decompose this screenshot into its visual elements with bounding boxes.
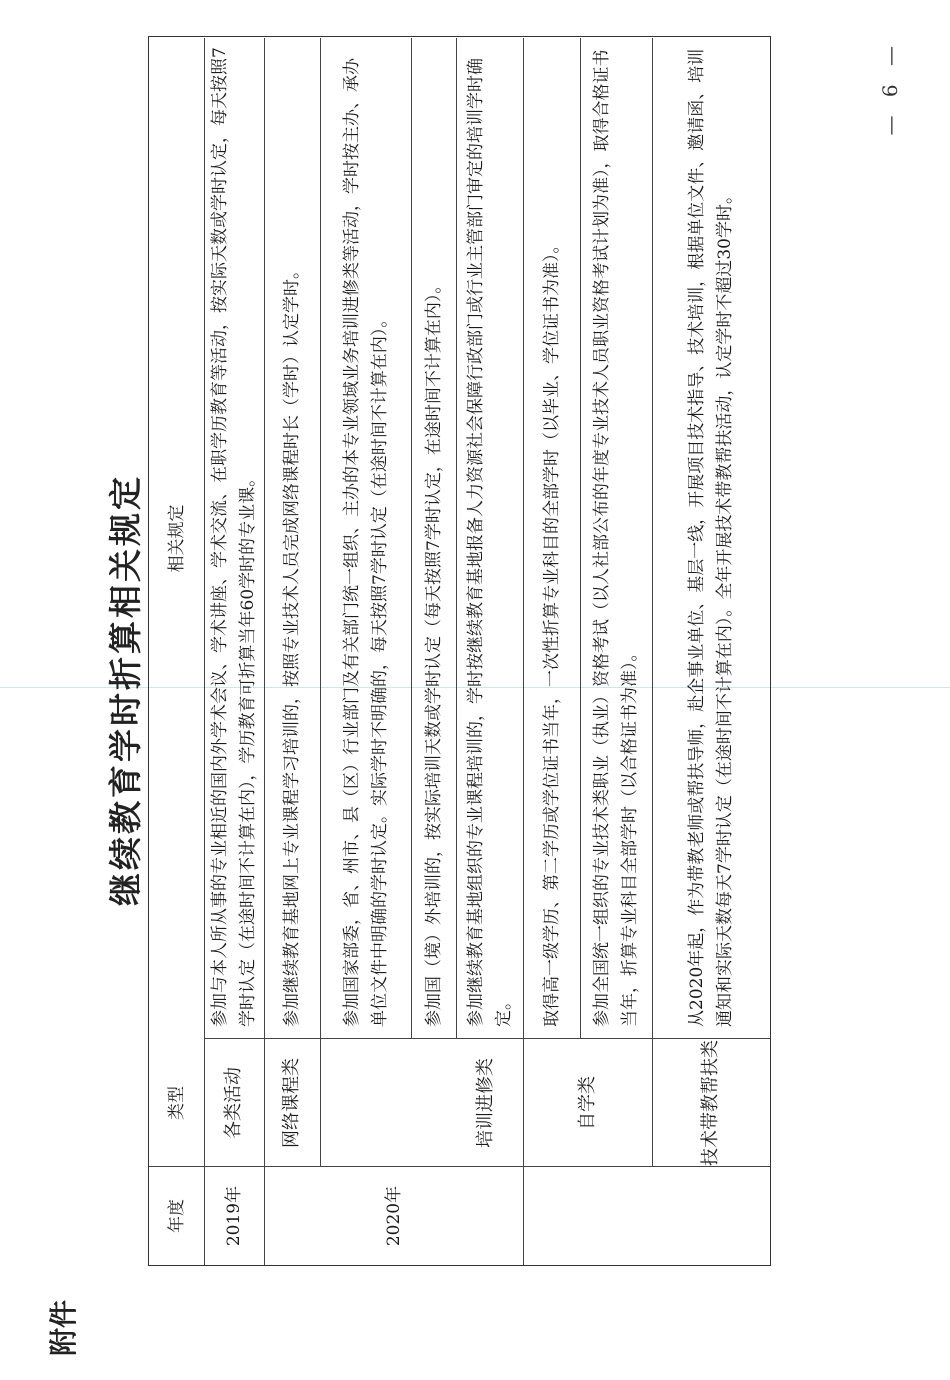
type-online: 网络课程类 — [281, 1058, 302, 1148]
attachment-label: 附件 — [47, 1299, 80, 1356]
page-title: 继续教育学时折算相关规定 — [106, 474, 145, 906]
rules-table — [148, 36, 771, 1266]
rule-activities: 参加与本人所从事的专业相近的国内外学术会议、学术讲座、学术交流、在职学历教育等活动，按实际天数或学时认定，每天按照7学时认定（在途时间不计算在内），学历教育可折算当年60学时的专业课。 — [210, 47, 258, 1027]
rule-training-abroad: 参加国（境）外培训的，按实际培训天数或学时认定（每天按照7学时认定，在途时间不计算在内）。 — [423, 276, 444, 1027]
type-tech-help: 技术带教帮扶类 — [700, 1040, 721, 1166]
header-type: 类型 — [166, 1086, 187, 1120]
year-2020: 2020年 — [383, 1185, 404, 1247]
year-2019: 2019年 — [224, 1185, 244, 1247]
page-number: — 6 — — [878, 40, 902, 136]
rule-online: 参加继续教育基地网上专业课程学习培训的，按照专业技术人员完成网络课程时长（学时）认定学时。 — [282, 262, 302, 1027]
type-activities: 各类活动 — [223, 1067, 244, 1139]
rule-selfstudy-exam: 参加全国统一组织的专业技术类职业（执业）资格考试（以人社部公布的年度专业技术人员职业资格考试计划为准），取得合格证书当年，折算专业科目全部学时（以合格证书为准）。 — [592, 49, 640, 1027]
header-rule: 相关规定 — [166, 504, 187, 573]
type-selfstudy: 自学类 — [576, 1076, 598, 1130]
header-year: 年度 — [166, 1199, 187, 1233]
rule-tech-help: 从2020年起，作为带教老师或帮扶导师，赴企事业单位、基层一线，开展项目技术指导、技术培训，根据单位文件、邀请函、培训通知和实际天数每天7学时认定（在途时间不计算在内）。全年开展技术带教帮扶活动，认定学时不超过30学时。 — [687, 48, 735, 1027]
type-training: 培训进修类 — [475, 1058, 496, 1148]
rule-training-base: 参加继续教育基地组织的专业课程培训的，学时按继续教育基地报备人力资源社会保障行政部门或行业主管部门审定的培训学时确定。 — [465, 58, 514, 1027]
rule-selfstudy-degree: 取得高一级学历、第二学历或学位证书当年，一次性折算专业科目的全部学时（以毕业、学位证书为准）。 — [541, 236, 562, 1027]
rule-training-domestic: 参加国家部委，省、州市、县（区）行业部门及有关部门统一组织、主办的本专业领域业务培训进修类等活动，学时按主办、承办单位文件中明确的学时认定。实际学时不明确的，每天按照7学时认定（在途时间不计算在内）。 — [341, 58, 390, 1027]
